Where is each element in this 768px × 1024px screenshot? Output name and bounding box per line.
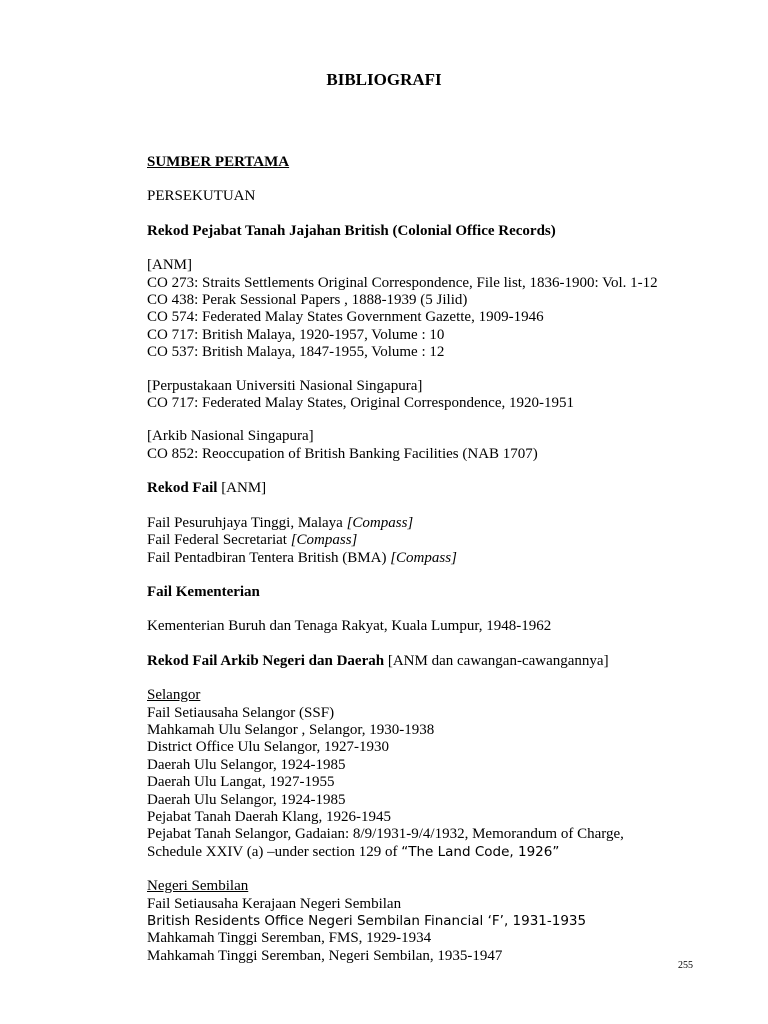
list-item: Kementerian Buruh dan Tenaga Rakyat, Kuala Lumpur, 1948-1962: [147, 618, 552, 635]
list-item: Mahkamah Ulu Selangor , Selangor, 1930-1938: [147, 721, 435, 738]
list-item: CO 438: Perak Sessional Papers , 1888-1939 (5 Jilid): [147, 292, 468, 309]
list-item-text: Fail Pesuruhjaya Tinggi, Malaya: [147, 514, 347, 531]
list-item: Pejabat Tanah Daerah Klang, 1926-1945: [147, 808, 392, 825]
bibliography-content: [147, 154, 747, 965]
arkib-singapore-label: [Arkib Nasional Singapura]: [147, 428, 314, 445]
anm-label: [ANM]: [147, 257, 192, 274]
compass-note: [Compass]: [290, 532, 358, 549]
list-item: Daerah Ulu Selangor, 1924-1985: [147, 756, 346, 773]
page-number: 255: [678, 960, 693, 971]
compass-note: [Compass]: [390, 549, 457, 566]
list-item: Mahkamah Tinggi Seremban, FMS, 1929-1934: [147, 930, 432, 947]
list-item: Mahkamah Tinggi Seremban, Negeri Sembilan, 1935-1947: [147, 947, 503, 964]
list-item: CO 717: British Malaya, 1920-1957, Volume : 10: [147, 326, 445, 343]
list-item: Pejabat Tanah Selangor, Gadaian: 8/9/1931-9/4/1932, Memorandum of Charge,: [147, 826, 624, 843]
arkib-negeri-heading-suffix: [ANM dan cawangan-cawangannya]: [384, 652, 609, 669]
list-item: [147, 532, 747, 549]
section-heading-primary: SUMBER PERTAMA: [147, 154, 290, 170]
selangor-label: Selangor: [147, 687, 201, 704]
rekod-fail-heading-suffix: [ANM]: [217, 480, 267, 497]
rekod-fail-heading: [147, 480, 747, 497]
list-item: CO 852: Reoccupation of British Banking Facilities (NAB 1707): [147, 445, 538, 462]
list-item: CO 574: Federated Malay States Government Gazette, 1909-1946: [147, 309, 544, 326]
compass-note: [Compass]: [346, 514, 414, 531]
list-item: CO 537: British Malaya, 1847-1955, Volume : 12: [147, 344, 445, 361]
schedule-text: Schedule XXIV (a) –under section 129 of: [147, 843, 402, 860]
list-item: [147, 515, 747, 532]
list-item: British Residents Office Negeri Sembilan Financial ‘F’, 1931-1935: [147, 913, 587, 929]
list-item: CO 717: Federated Malay States, Original Correspondence, 1920-1951: [147, 395, 574, 412]
list-item: Fail Setiausaha Selangor (SSF): [147, 704, 335, 721]
section-heading-federal: PERSEKUTUAN: [147, 188, 256, 205]
list-item: District Office Ulu Selangor, 1927-1930: [147, 739, 389, 756]
list-item: CO 273: Straits Settlements Original Correspondence, File list, 1836-1900: Vol. 1-12: [147, 274, 658, 291]
nus-label: [Perpustakaan Universiti Nasional Singapura]: [147, 377, 423, 394]
list-item: [147, 550, 747, 567]
land-code-title: “The Land Code, 1926”: [401, 843, 560, 860]
list-item-text: Fail Federal Secretariat: [147, 532, 291, 549]
arkib-negeri-heading-bold: Rekod Fail Arkib Negeri dan Daerah: [147, 652, 385, 669]
page-title: BIBLIOGRAFI: [326, 70, 442, 89]
colonial-records-heading: Rekod Pejabat Tanah Jajahan British (Colonial Office Records): [147, 222, 556, 239]
rekod-fail-heading-bold: Rekod Fail: [147, 480, 218, 497]
list-item: [147, 844, 747, 861]
list-item: Daerah Ulu Langat, 1927-1955: [147, 774, 335, 791]
list-item-text: Fail Pentadbiran Tentera British (BMA): [147, 549, 391, 566]
list-item: Daerah Ulu Selangor, 1924-1985: [147, 791, 346, 808]
list-item: Fail Setiausaha Kerajaan Negeri Sembilan: [147, 895, 402, 912]
negeri-sembilan-label: Negeri Sembilan: [147, 878, 249, 895]
arkib-negeri-heading: [147, 653, 747, 670]
kementerian-heading: Fail Kementerian: [147, 583, 260, 600]
